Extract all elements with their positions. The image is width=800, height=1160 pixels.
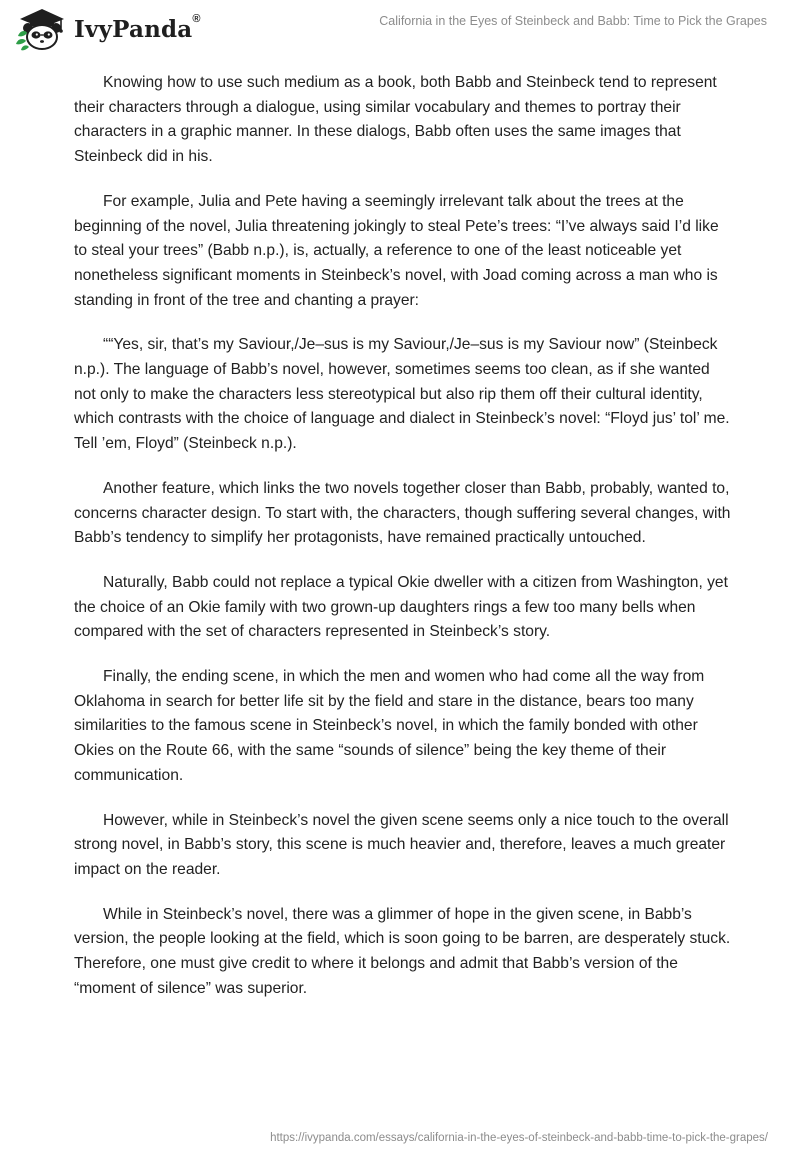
brand-logo[interactable]	[14, 6, 201, 52]
source-url[interactable]: https://ivypanda.com/essays/california-in-the-eyes-of-steinbeck-and-babb-time-to-pick-the-grapes/	[270, 1132, 768, 1144]
page-header	[0, 0, 800, 56]
essay-paragraph: Naturally, Babb could not replace a typical Okie dweller with a citizen from Washington, yet the choice of an Okie family with two grown-up daughters rings a few too many bells when compared with the set of characters represented in Steinbeck’s story.	[74, 573, 728, 641]
essay-paragraph: Another feature, which links the two novels together closer than Babb, probably, wanted to, concerns character design. To start with, the characters, though suffering several changes, with Babb’s tendency to simplify her protagonists, have remained practically untouched.	[74, 479, 731, 547]
essay-paragraph: However, while in Steinbeck’s novel the given scene seems only a nice touch to the overall strong novel, in Babb’s story, this scene is much heavier and, therefore, leaves a much greater impact on the reader.	[74, 811, 729, 878]
essay-paragraph: Finally, the ending scene, in which the men and women who had come all the way from Oklahoma in search for better life sit by the field and stare in the distance, bears too many similarities to the famous scene in Steinbeck’s novel, in which the family bonded with other Okies on the Route 66, with the same “sounds of silence” being the key theme of their communication.	[74, 668, 705, 784]
brand-name: IvyPanda®	[74, 12, 201, 43]
panda-graduate-icon	[14, 6, 70, 52]
document-title: California in the Eyes of Steinbeck and Babb: Time to Pick the Grapes	[379, 14, 767, 28]
essay-paragraph: For example, Julia and Pete having a seemingly irrelevant talk about the trees at the beginning of the novel, Julia threatening jokingly to steal Pete’s trees: “I’ve always said I’d like to steal your trees” (Babb n.p.), is, actually, a reference to one of the least noticeable yet nonetheless significant moments in Steinbeck’s novel, with Joad coming across a man who is standing in front of the tree and chanting a prayer:	[74, 192, 719, 309]
essay-paragraph: ““Yes, sir, that’s my Saviour,/Je–sus is my Saviour,/Je–sus is my Saviour now” (Steinbeck n.p.). The language of Babb’s novel, however, sometimes seems too clean, as if she wanted not only to make the characters less stereotypical but also rip them off their cultural identity, which contrasts with the choice of language and dialect in Steinbeck’s novel: “Floyd jus’ tol’ me. Tell ’em, Floyd” (Steinbeck n.p.).	[74, 336, 730, 453]
registered-mark: ®	[192, 12, 201, 25]
essay-paragraph: While in Steinbeck’s novel, there was a glimmer of hope in the given scene, in Babb’s version, the people looking at the field, which is soon going to be barren, are desperately stuck. Therefore, one must give credit to where it belongs and admit that Babb’s version of the “moment of silence” was superior.	[74, 905, 731, 997]
essay-body	[74, 71, 734, 1022]
essay-paragraph: Knowing how to use such medium as a book, both Babb and Steinbeck tend to represent their characters through a dialogue, using similar vocabulary and themes to portray their characters in a graphic manner. In these dialogs, Babb often uses the same images that Steinbeck did in his.	[74, 74, 717, 166]
